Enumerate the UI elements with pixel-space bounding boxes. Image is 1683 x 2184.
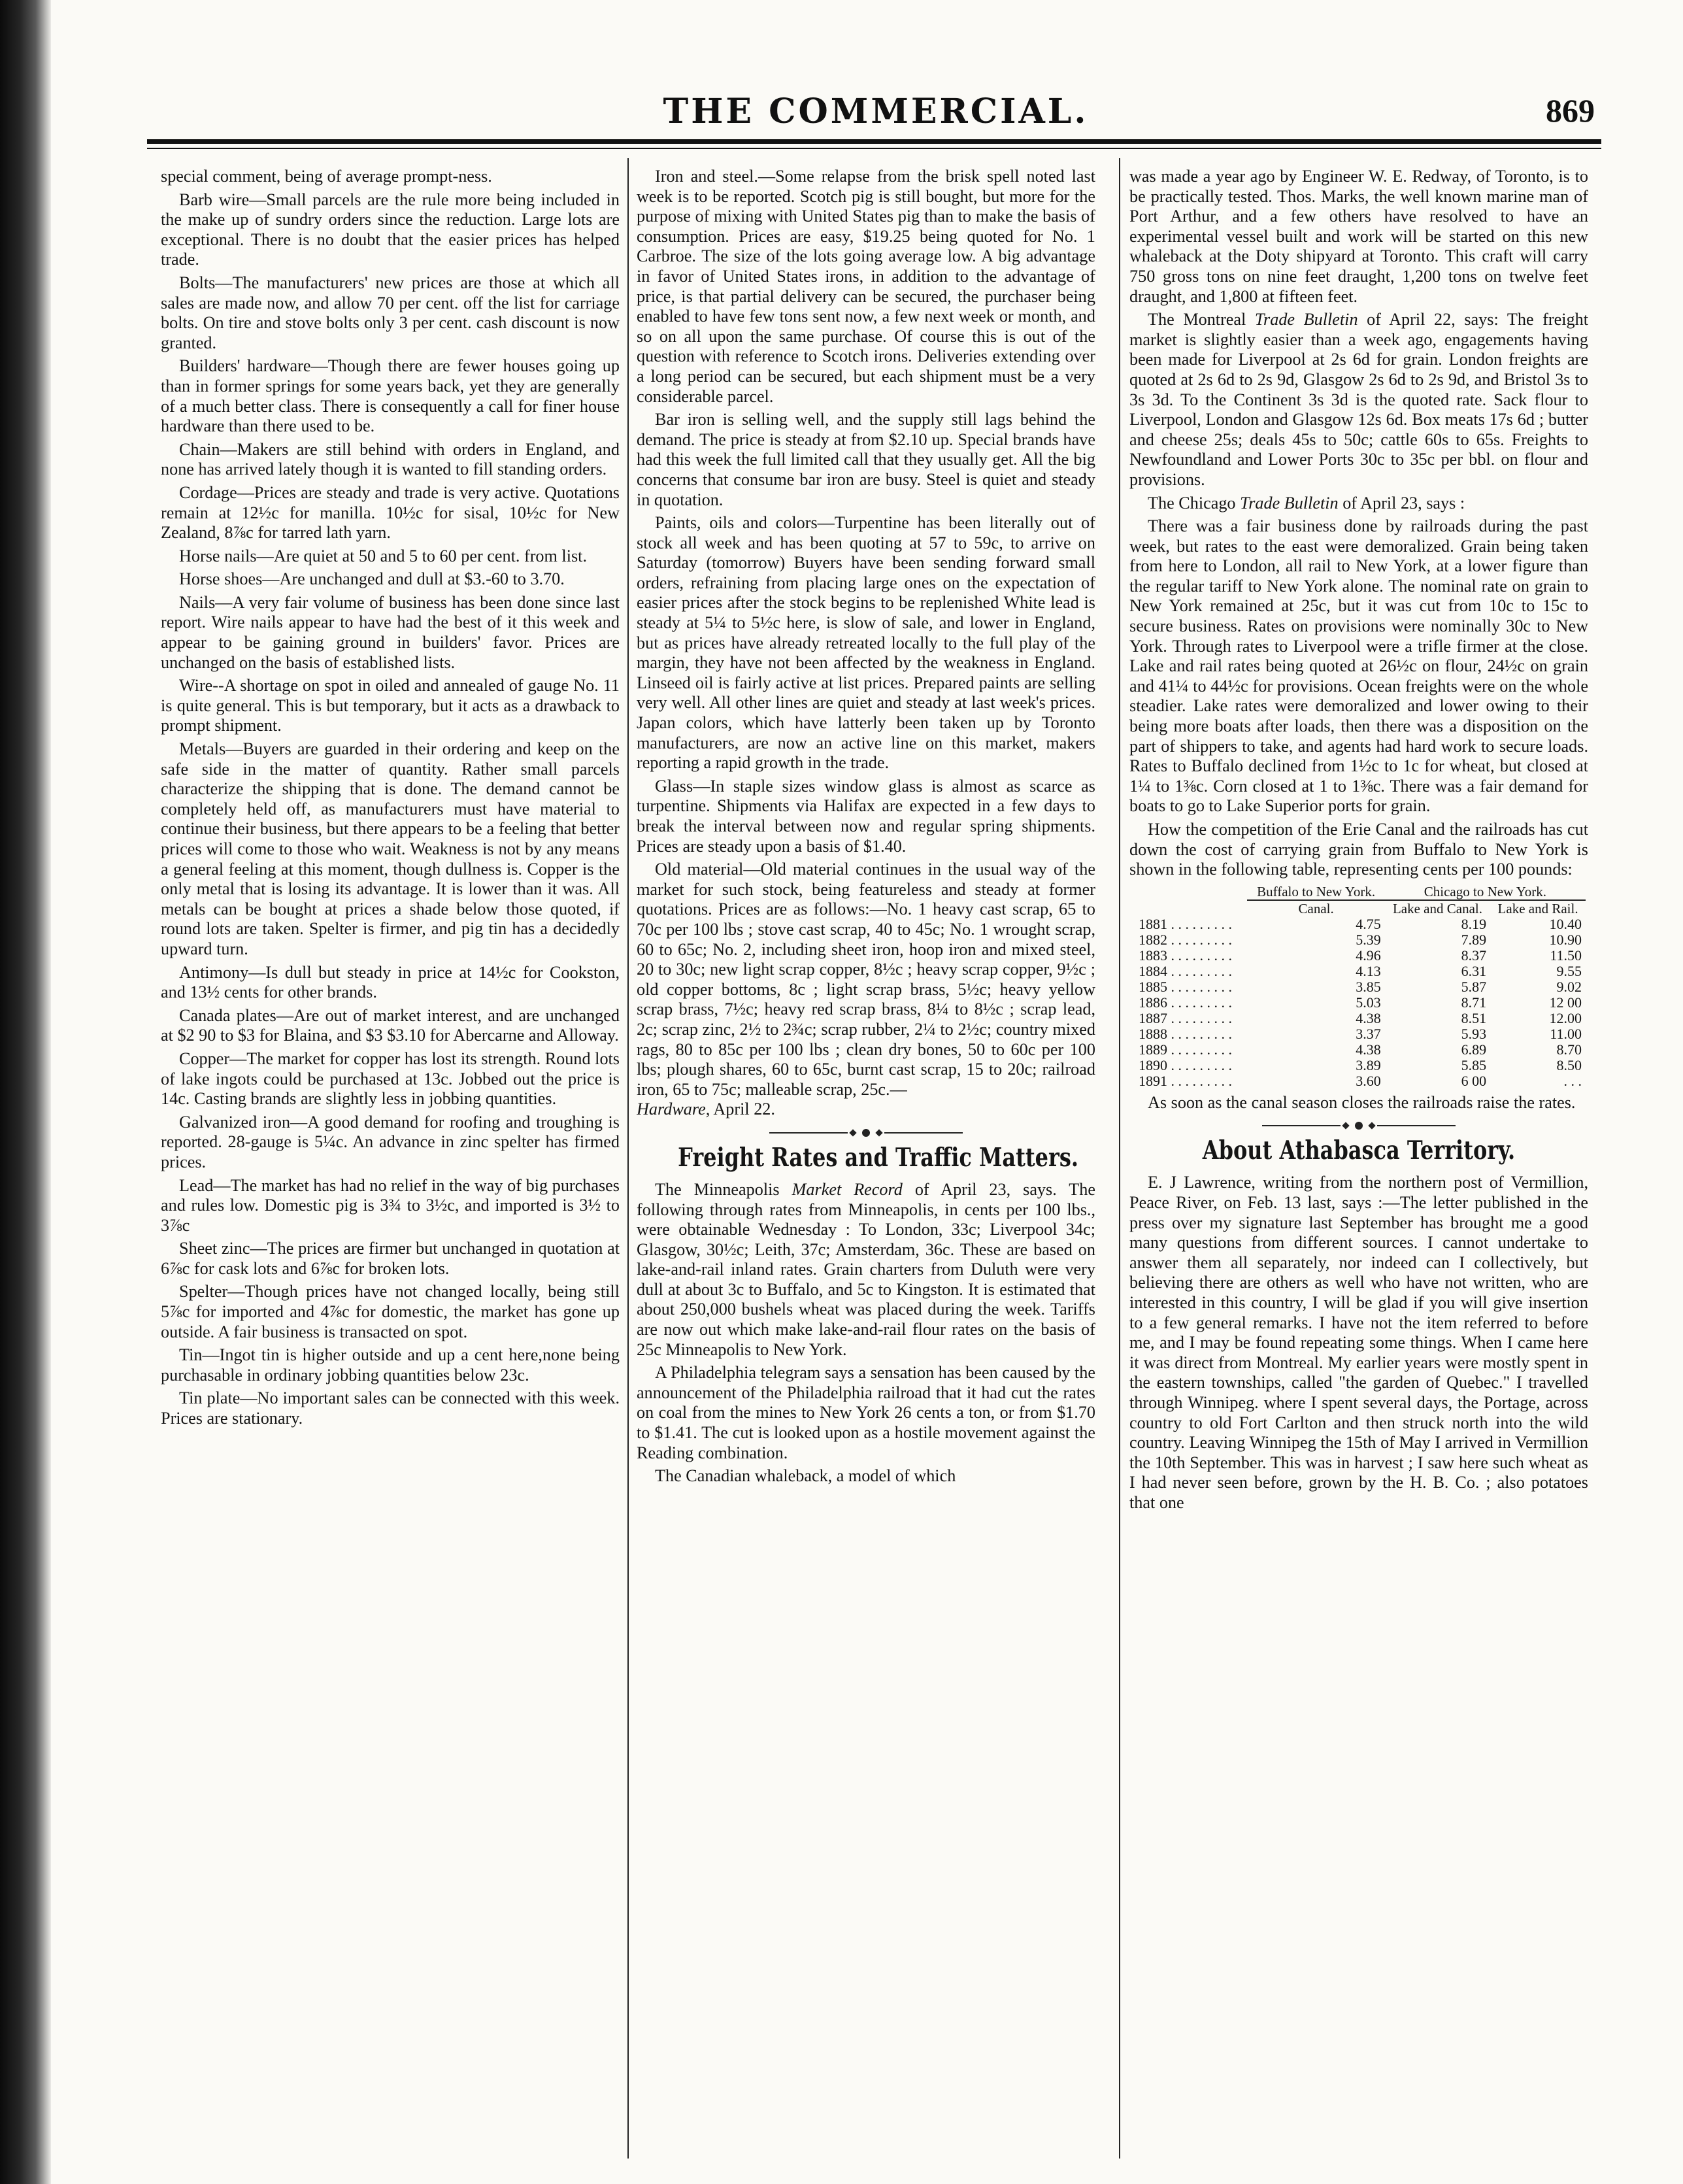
column-2-paragraphs <box>637 167 1095 1100</box>
paragraph: The Canadian whaleback, a model of which <box>655 1466 956 1486</box>
paragraph: Chain—Makers are still behind with orders in England, and none has arrived lately though it is wanted to fill standing orders. <box>161 439 620 479</box>
paragraph: Iron and steel.—Some relapse from the brisk spell noted last week is to be reported. Scotch pig is still bought, but more for the purpose of mixing with United States pig than to make the basis of consumption. Prices are easy, $19.25 being quoted for No. 1 Carbroe. The size of the lots going average low. A big advantage in favor of United States irons, in addition to the advantage of price, is that partial delivery can be secured, the purchaser being enabled to have few tons sent now, a few next week or month, and so on all upon the same purchase. Of course this is out of the question with reference to Scotch irons. Deliveries extending over a long period can be secured, but each shipment must be a very considerable parcel. <box>637 167 1095 406</box>
table-cell-year: 1890 . . . . . . . . . <box>1139 1056 1232 1073</box>
table-cell-year: 1881 . . . . . . . . . <box>1139 915 1232 932</box>
paragraph: Copper—The market for copper has lost its strength. Round lots of lake ingots could be purchased at 13c. Jobbed out the price is 14c. Casting brands are slightly less in jobbing quantities. <box>161 1049 620 1109</box>
source-date: April 22. <box>710 1100 775 1119</box>
table-cell-canal: 4.75 <box>1356 915 1381 932</box>
table-cell-year: 1889 . . . . . . . . . <box>1139 1041 1232 1058</box>
table-cell-canal: 3.37 <box>1356 1025 1381 1042</box>
table-cell-lake-canal: 8.51 <box>1461 1009 1487 1026</box>
table-cell-canal: 5.39 <box>1356 931 1381 948</box>
table-cell-year: 1887 . . . . . . . . . <box>1139 1009 1232 1026</box>
table-row <box>1135 1073 1586 1089</box>
table-row <box>1135 995 1586 1011</box>
paragraph: Metals—Buyers are guarded in their ordering and keep on the safe side in the matter of quantity. Rather small parcels characterize the shipping that is done. The demand cannot be completely held off, as manufacturers must have material to continue their business, but there appears to be a feeling that better prices will come to those who wait. Weakness is not by any means a general feeling at this moment, though dullness is. Copper is the only metal that is losing its advantage. It is lower than it was. All metals can be bought at prices a shade below those quoted, if round lots are taken. Spelter is firmer, and pig tin has a decidedly upward turn. <box>161 739 620 958</box>
paragraph: Antimony—Is dull but steady in price at 14½c for Cookston, and 13½ cents for other brands. <box>161 962 620 1002</box>
table-cell-lake-canal: 8.71 <box>1461 994 1487 1011</box>
table-cell-lake-rail: 11.00 <box>1550 1025 1582 1042</box>
paragraph: Spelter—Though prices have not changed locally, being still 5⅞c for imported and 4⅞c for domestic, the market has gone up outside. A fair business is transacted on spot. <box>161 1282 620 1341</box>
section-ornament <box>1129 1122 1588 1130</box>
paragraph: Canada plates—Are out of market interest, and are unchanged at $2 90 to $3 for Blaina, and $3 $3.10 for Abercarne and Alloway. <box>161 1005 620 1045</box>
table-cell-lake-rail: 8.70 <box>1556 1041 1582 1058</box>
table-cell-canal: 4.13 <box>1356 962 1381 979</box>
paragraph: How the competition of the Erie Canal and the railroads has cut down the cost of carrying grain from Buffalo to New York is shown in the following table, representing cents per 100 pounds: <box>1129 820 1588 879</box>
table-cell-year: 1885 . . . . . . . . . <box>1139 978 1232 995</box>
column-1 <box>161 167 620 2167</box>
column-3-athabasca-paragraphs <box>1129 1173 1588 1513</box>
paragraph: Old material—Old material continues in the usual way of the market for such stock, being featureless and steady at former quotations. Prices are as follows:—No. 1 heavy cast scrap, 65 to 70c per 100 lbs ; stove cast scrap, 40 to 45c; No. 1 wrought scrap, 60 to 65c; No. 2, including sheet iron, hoop iron and mixed steel, 20 to 30c; new light scrap copper, 8½c ; heavy scrap copper, 9½c ; old copper bottoms, 8c ; light scrap brass, 5½c; heavy yellow scrap brass, 7½c; heavy red scrap brass, 8¼ to 8½c ; scrap lead, 2c; scrap zinc, 2½ to 2¾c; scrap rubber, 2¼ to 2½c; country mixed rags, 80 to 85c per 100 lbs ; clean dry bones, 50 to 60c per 100 lbs; plough shares, 60 to 65c, burnt cast scrap, 15 to 20c; railroad iron, 65 to 75c; malleable scrap, 25c.— <box>637 860 1095 1099</box>
table-cell-lake-canal: 5.85 <box>1461 1056 1487 1073</box>
table-cell-lake-canal: 5.93 <box>1461 1025 1487 1042</box>
table-cell-lake-canal: 8.37 <box>1461 947 1487 964</box>
paragraph: Glass—In staple sizes window glass is almost as scarce as turpentine. Shipments via Halifax are expected in a few days to break the interval between now and regular spring shipments. Prices are steady upon a basis of $1.40. <box>637 776 1095 856</box>
table-col-lake-canal: Lake and Canal. <box>1392 900 1482 916</box>
page-number: 869 <box>1546 92 1595 129</box>
paragraph: There was a fair business done by railroads during the past week, but rates to the east were demoralized. Grain being taken from here to London, all rail to New York, at a lower figure than the regular tariff to New York alone. The nominal rate on grain to New York remained at 25c, but it was cut from 10c to 15c to secure business. Rates on provisions were nominally 30c to New York. Through rates to Liverpool were a trifle firmer at the close. Lake and rail rates being quoted at 26½c on flour, 24½c on grain and 41¼ to 44½c for provisions. Ocean freights were on the whole steadier. Lake rates were demoralized and lower owing to their being more boats after loads, then there was a disposition on the part of shippers to take, and agents had hard work to secure loads. Rates to Buffalo declined from 1½c to 1c for wheat, but closed at 1¼ to 1⅜c. Corn closed at 1 to 1⅜c. There was a fair demand for boats to go to Lake Superior ports for grain. <box>1129 516 1588 816</box>
table-cell-year: 1883 . . . . . . . . . <box>1139 947 1232 964</box>
table-row <box>1135 1058 1586 1073</box>
table-row <box>1135 964 1586 979</box>
header-rule-thick <box>147 139 1601 144</box>
after-table-paragraph: As soon as the canal season closes the railroads raise the rates. <box>1148 1092 1576 1112</box>
paragraph: Galvanized iron—A good demand for roofing and troughing is reported. 28-gauge is 5¼c. An advance in zinc spelter has firmed prices. <box>161 1112 620 1171</box>
paragraph: A Philadelphia telegram says a sensation has been caused by the announcement of the Philadelphia railroad that it had cut the rates on coal from the mines to New York 26 cents a ton, or from $1.70 to $1.41. The cut is looked upon as a hostile movement against the Reading combination. <box>637 1363 1095 1462</box>
paragraph: The Montreal Trade Bulletin of April 22, says: The freight market is slightly easier than a week ago, engagements having been made for Liverpool at 2s 6d for grain. London freights are quoted at 2s 6d to 2s 9d, Glasgow 2s 6d to 2s 9d, and Bristol 3s to 3s 3d. To the Continent 3s 3d is the quoted rate. Sack flour to Liverpool, London and Glasgow 12s 6d. Box meats 17s 6d ; butter and cheese 25s; deals 45s to 50c; cattle 60s to 65s. Freights to Newfoundland and Lower Ports 30c to 35c per bbl. on flour and provisions. <box>1129 310 1588 489</box>
paragraph: Lead—The market has had no relief in the way of big purchases and rules low. Domestic pig is 3¾ to 3½c, and imported is 3½ to 3⅞c <box>161 1175 620 1235</box>
table-cell-year: 1886 . . . . . . . . . <box>1139 994 1232 1011</box>
table-cell-lake-rail: 10.40 <box>1549 915 1582 932</box>
table-group-chicago: Chicago to New York. <box>1385 884 1586 900</box>
paragraph: was made a year ago by Engineer W. E. Redway, of Toronto, is to be practically tested. Thos. Marks, the well known marine man of Port Arthur, and a few others have resolved to have an experimental vessel built and work will be started on this new whaleback at the Doty shipyard at Toronto. This craft will carry 750 gross tons on nine feet draught, 1,200 tons on twelve feet draught, and 1,800 at fifteen feet. <box>1129 167 1588 306</box>
table-cell-lake-rail: 12 00 <box>1549 994 1582 1011</box>
table-cell-lake-canal: 5.87 <box>1461 978 1487 995</box>
freight-cost-table <box>1135 884 1586 1089</box>
table-cell-lake-canal: 6.89 <box>1461 1041 1487 1058</box>
table-cell-canal: 4.96 <box>1356 947 1381 964</box>
paragraph: Sheet zinc—The prices are firmer but unchanged in quotation at 6⅞c for cask lots and 6⅞c for broken lots. <box>161 1239 620 1278</box>
book-spine-shadow <box>0 0 51 2184</box>
header-rule-thin <box>147 148 1601 149</box>
paragraph: Bolts—The manufacturers' new prices are those at which all sales are made now, and allow 70 per cent. off the list for carriage bolts. On tire and stove bolts only 3 per cent. cash discount is now granted. <box>161 273 620 352</box>
table-row <box>1135 948 1586 964</box>
table-row <box>1135 932 1586 948</box>
column-3 <box>1129 167 1588 2167</box>
table-row <box>1135 979 1586 995</box>
section-ornament <box>637 1129 1095 1137</box>
table-cell-canal: 3.89 <box>1356 1056 1381 1073</box>
paragraph: Paints, oils and colors—Turpentine has been literally out of stock all week and has been quoting at 57 to 59c, to arrive on Saturday (tomorrow) Buyers have been sending forward small orders, refraining from placing large ones on the expectation of easier prices after the stock begins to be replenished White lead is steady at 5¼ to 5½c here, is slow of sale, and lower in England, but as prices have already retreated locally to the full play of the margin, they have not been affected by the weakness in England. Linseed oil is fairly active at list prices. Prepared paints are selling very well. All other lines are quiet and steady at last week's prices. Japan colors, which have latterly been taken up by Toronto manufacturers, are now an active line on this market, makers reporting a rapid growth in the trade. <box>637 513 1095 773</box>
masthead-title: THE COMMERCIAL. <box>663 92 1089 131</box>
table-cell-lake-rail: 9.02 <box>1556 978 1582 995</box>
paragraph: Bar iron is selling well, and the supply still lags behind the demand. The price is steady at from $2.10 up. Special brands have had this week the full limited call that they usually get. All the big concerns that consume bar iron are busy. Steel is quiet and steady in quotation. <box>637 410 1095 509</box>
table-group-buffalo: Buffalo to New York. <box>1247 884 1384 900</box>
hardware-source-line <box>637 1100 1095 1120</box>
column-divider-1 <box>627 158 629 2159</box>
publication-title: Market Record <box>792 1179 903 1199</box>
table-cell-lake-rail: 11.50 <box>1550 947 1582 964</box>
table-cell-lake-rail: 9.55 <box>1556 962 1582 979</box>
athabasca-heading: About Athabasca Territory. <box>1202 1135 1516 1166</box>
table-row <box>1135 1042 1586 1058</box>
table-cell-year: 1888 . . . . . . . . . <box>1139 1025 1232 1042</box>
paragraph: Cordage—Prices are steady and trade is very active. Quotations remain at 12½c for manilla. 10½c for sisal, 10½c for New Zealand, 8⅞c for tarred lath yarn. <box>161 482 620 543</box>
paragraph: E. J Lawrence, writing from the northern post of Vermillion, Peace River, on Feb. 13 last, says :—The letter published in the press over my signature last September has brought me a good many questions from different sources. I cannot undertake to answer them all separately, nor indeed can I collectively, but believing there are others as well who have not written, who are interested in this country, I will be glad if you will give insertion to a few general remarks. I have not the item referred to before me, and I may be found repeating some things. When I came here it was direct from Montreal. My earlier years were mostly spent in the eastern townships, called "the garden of Quebec." I travelled through Winnipeg. where I spent several days, the Portage, across country to old Fort Carlton and then struck north into the wild country. Leaving Winnipeg the 15th of May I arrived in Vermillion the 10th September. This was in harvest ; I saw here such wheat as I had never seen before, grown by the H. B. Co. ; also potatoes that one <box>1129 1173 1588 1512</box>
table-cell-year: 1882 . . . . . . . . . <box>1139 931 1232 948</box>
paragraph: Horse nails—Are quiet at 50 and 5 to 60 per cent. from list. <box>179 546 587 565</box>
table-col-lake-rail: Lake and Rail. <box>1497 900 1578 916</box>
table-cell-canal: 3.85 <box>1356 978 1381 995</box>
table-cell-lake-rail: 12.00 <box>1549 1009 1582 1026</box>
table-cell-lake-canal: 8.19 <box>1461 915 1487 932</box>
paragraph: Wire--A shortage on spot in oiled and annealed of gauge No. 11 is quite general. This is but temporary, but it acts as a drawback to prompt shipment. <box>161 676 620 735</box>
table-cell-canal: 4.38 <box>1356 1041 1381 1058</box>
table-cell-lake-rail: . . . <box>1563 1072 1582 1089</box>
column-2 <box>637 167 1095 2167</box>
paragraph: Nails—A very fair volume of business has been done since last report. Wire nails appear to have had the best of it this week and appear to be gaining ground in builders' favor. Prices are unchanged on the basis of established lists. <box>161 592 620 672</box>
column-2-freight-paragraphs <box>637 1180 1095 1487</box>
table-cell-canal: 3.60 <box>1356 1072 1381 1089</box>
paragraph: Tin—Ingot tin is higher outside and up a cent here,none being purchasable in ordinary jobbing quantities below 23c. <box>161 1345 620 1385</box>
paragraph: Builders' hardware—Though there are fewer houses going up than in former springs for some years back, yet they are generally of a much better class. There is consequently a call for finer house hardware than there used to be. <box>161 356 620 436</box>
table-cell-lake-canal: 6 00 <box>1461 1072 1487 1089</box>
table-row <box>1135 916 1586 932</box>
table-cell-lake-rail: 8.50 <box>1556 1056 1582 1073</box>
table-cell-year: 1884 . . . . . . . . . <box>1139 962 1232 979</box>
table-row <box>1135 1011 1586 1026</box>
table-cell-canal: 4.38 <box>1356 1009 1381 1026</box>
paragraph: Barb wire—Small parcels are the rule more being included in the make up of sundry orders since the reduction. Large lots are exceptional. There is no doubt that the easier prices has helped trade. <box>161 190 620 269</box>
table-cell-year: 1891 . . . . . . . . . <box>1139 1072 1232 1089</box>
table-cell-lake-canal: 7.89 <box>1461 931 1487 948</box>
source-italic: Hardware, <box>637 1100 710 1119</box>
paragraph: special comment, being of average prompt-ness. <box>161 167 492 186</box>
table-cell-canal: 5.03 <box>1356 994 1381 1011</box>
table-cell-lake-canal: 6.31 <box>1461 962 1487 979</box>
paragraph: Tin plate—No important sales can be connected with this week. Prices are stationary. <box>161 1388 620 1428</box>
freight-rates-heading: Freight Rates and Traffic Matters. <box>678 1142 1078 1173</box>
paragraph: Horse shoes—Are unchanged and dull at $3.-60 to 3.70. <box>179 569 565 589</box>
paragraph: The Minneapolis Market Record of April 23, says. The following through rates from Minneapolis, in cents per 100 lbs., were obtainable Wednesday : To London, 33c; Liverpool 34c; Glasgow, 30½c; Leith, 37c; Amsterdam, 36c. These are based on lake-and-rail inland rates. Grain charters from Duluth were very dull at about 3c to Buffalo, and 5c to Kingston. It is estimated that about 250,000 bushels wheat was placed during the week. Tariffs are now out which make lake-and-rail flour rates on the basis of 25c Minneapolis to New York. <box>637 1179 1095 1359</box>
table-cell-lake-rail: 10.90 <box>1549 931 1582 948</box>
table-row <box>1135 1026 1586 1042</box>
paragraph: The Chicago Trade Bulletin of April 23, says : <box>1148 493 1465 512</box>
publication-title: Trade Bulletin <box>1240 493 1339 512</box>
table-col-canal: Canal. <box>1298 900 1334 916</box>
column-divider-2 <box>1119 158 1120 2159</box>
column-3-paragraphs <box>1129 167 1588 880</box>
table-body <box>1135 916 1586 1089</box>
publication-title: Trade Bulletin <box>1254 310 1358 329</box>
